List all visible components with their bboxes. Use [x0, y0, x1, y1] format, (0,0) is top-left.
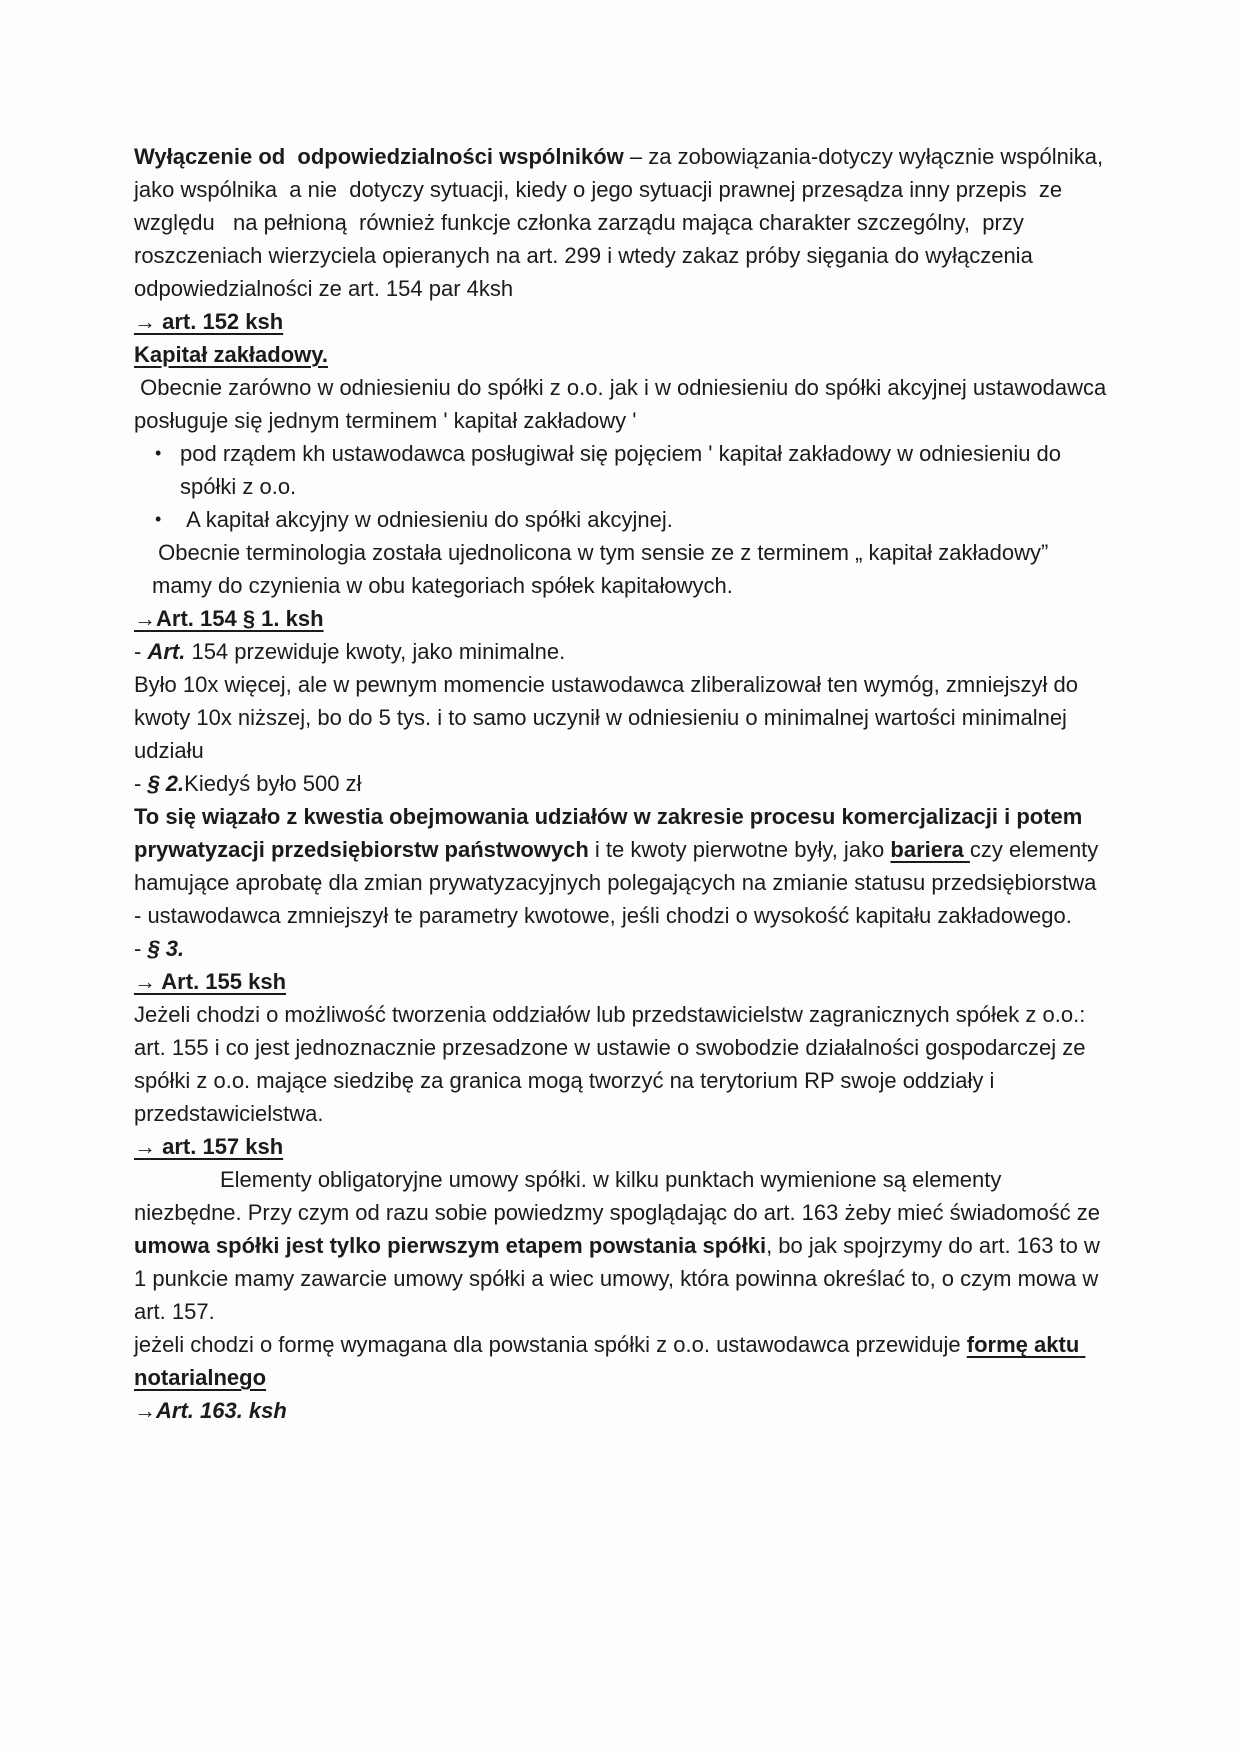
- bold-run: To się wiązało z kwestia obejmowania udziałów w zakresie procesu komercjalizacji i potem prywatyzacji przedsiębiorstw państwowych: [134, 804, 1089, 862]
- paragraph-art-154-kwoty: [134, 635, 1109, 668]
- paragraph-par-2: [134, 767, 1109, 800]
- paragraph-text: Jeżeli chodzi o możliwość tworzenia oddziałów lub przedstawicielstw zagranicznych spółek z o.o.: art. 155 i co jest jednoznacznie przesadzone w ustawie o swobodzie działalności gospodarczej ze spółki z o.o. mające siedzibę za granica mogą tworzyć na terytorium RP swoje oddziały i przedstawicielstwa.: [134, 1002, 1092, 1126]
- paragraph-ustawodawca-zmniejszyl: [134, 899, 1109, 932]
- paragraph-text: 154 przewiduje kwoty, jako minimalne.: [185, 639, 566, 664]
- paragraph-ref: § 2.: [147, 771, 185, 796]
- bullet-icon: •: [155, 443, 162, 463]
- article-ref: Art.: [147, 639, 186, 664]
- paragraph-terminologia: [134, 536, 1109, 602]
- regular-run: , bo jak spojrzymy do art. 163 to w 1 punkcie mamy zawarcie umowy spółki a wiec umowy, która powinna określać to, o czym mowa w art. 157.: [134, 1233, 1107, 1324]
- heading-underline: [134, 1134, 283, 1159]
- paragraph-komercjalizacja: [134, 800, 1109, 899]
- bullet-item: [134, 437, 1109, 503]
- heading-underline: [134, 606, 324, 631]
- arrow-icon: →: [134, 969, 156, 994]
- paragraph-art-155: [134, 998, 1109, 1130]
- heading-label: art. 157 ksh: [156, 1134, 284, 1159]
- heading-art-155-ksh: [134, 965, 1109, 998]
- heading-kapital-zakladowy: [134, 338, 1109, 371]
- arrow-icon: →: [134, 1134, 156, 1159]
- heading-art-157-ksh: [134, 1130, 1109, 1163]
- heading-label: Art. 154 § 1. ksh: [156, 606, 324, 631]
- heading-label: Art. 163. ksh: [156, 1398, 287, 1423]
- regular-run: i te kwoty pierwotne były, jako: [594, 837, 891, 862]
- bullet-list: [134, 437, 1109, 536]
- paragraph-ref: § 3.: [147, 936, 185, 961]
- paragraph-bylo-10x: [134, 668, 1109, 767]
- bullet-icon: •: [155, 509, 162, 529]
- paragraph-text: Obecnie terminologia została ujednolicona w tym sensie ze z terminem „ kapitał zakładowy” mamy do czynienia w obu kategoriach spółek kapitałowych.: [152, 540, 1055, 598]
- bullet-item: [134, 503, 1109, 536]
- arrow-icon: →: [134, 309, 156, 334]
- paragraph-forma-aktu: [134, 1328, 1109, 1394]
- bold-run: umowa spółki jest tylko pierwszym etapem powstania spółki: [134, 1233, 767, 1258]
- bullet-text: pod rządem kh ustawodawca posługiwał się pojęciem ' kapitał zakładowy w odniesieniu do spółki z o.o.: [180, 441, 1068, 499]
- heading-art-154-ksh: [134, 602, 1109, 635]
- heading-underline: [134, 969, 286, 994]
- regular-run: jeżeli chodzi o formę wymagana dla powstania spółki z o.o. ustawodawca przewiduje: [134, 1332, 967, 1357]
- underlined-run: bariera: [890, 837, 970, 862]
- heading-label: art. 152 ksh: [156, 309, 284, 334]
- heading-art-163-ksh: [134, 1394, 1109, 1427]
- underlined-run: formę aktu notarialnego: [134, 1332, 1086, 1390]
- dash: -: [134, 639, 148, 664]
- heading-label: Art. 155 ksh: [156, 969, 287, 994]
- regular-run: czy elementy hamujące aprobatę dla zmian prywatyzacyjnych polegających na zmianie statusu przedsiębiorstwa: [134, 837, 1105, 895]
- paragraph-kapital-zakladowy: [134, 371, 1113, 437]
- arrow-icon: →: [134, 606, 156, 631]
- dash: -: [134, 771, 148, 796]
- paragraph-intro: [134, 140, 1109, 305]
- paragraph-text: Kiedyś było 500 zł: [184, 771, 362, 796]
- dash: -: [134, 936, 148, 961]
- paragraph-text: - ustawodawca zmniejszył te parametry kwotowe, jeśli chodzi o wysokość kapitału zakładowego.: [134, 903, 1072, 928]
- paragraph-par-3: [134, 932, 1109, 965]
- arrow-icon: →: [134, 1398, 156, 1423]
- bullet-text: A kapitał akcyjny w odniesieniu do spółki akcyjnej.: [180, 507, 673, 532]
- heading-art-152-ksh: [134, 305, 1109, 338]
- intro-body-text: – za zobowiązania-dotyczy wyłącznie wspólnika, jako wspólnika a nie dotyczy sytuacji, kiedy o jego sytuacji prawnej przesądza inny przepis ze względu na pełnioną również funkcje członka zarządu mająca charakter szczególny, przy roszczeniach wierzyciela opieranych na art. 299 i wtedy zakaz próby sięgania do wyłączenia odpowiedzialności ze art. 154 par 4ksh: [134, 144, 1110, 301]
- heading-label: Kapitał zakładowy.: [134, 342, 328, 367]
- paragraph-art-157: [134, 1163, 1109, 1328]
- paragraph-text: Było 10x więcej, ale w pewnym momencie ustawodawca zliberalizował ten wymóg, zmniejszył do kwoty 10x niższej, bo do 5 tys. i to samo uczynił w odniesieniu o minimalnej wartości minimalnej udziału: [134, 672, 1085, 763]
- regular-run: Elementy obligatoryjne umowy spółki. w kilku punktach wymienione są elementy niezbędne. Przy czym od razu sobie powiedzmy spoglądając do art. 163 żeby mieć świadomość ze: [134, 1167, 1107, 1225]
- intro-lead-bold: Wyłączenie od odpowiedzialności wspólników: [134, 144, 630, 169]
- paragraph-text: Obecnie zarówno w odniesieniu do spółki z o.o. jak i w odniesieniu do spółki akcyjnej ustawodawca posługuje się jednym terminem ' kapitał zakładowy ': [134, 375, 1113, 433]
- heading-underline: [134, 309, 283, 334]
